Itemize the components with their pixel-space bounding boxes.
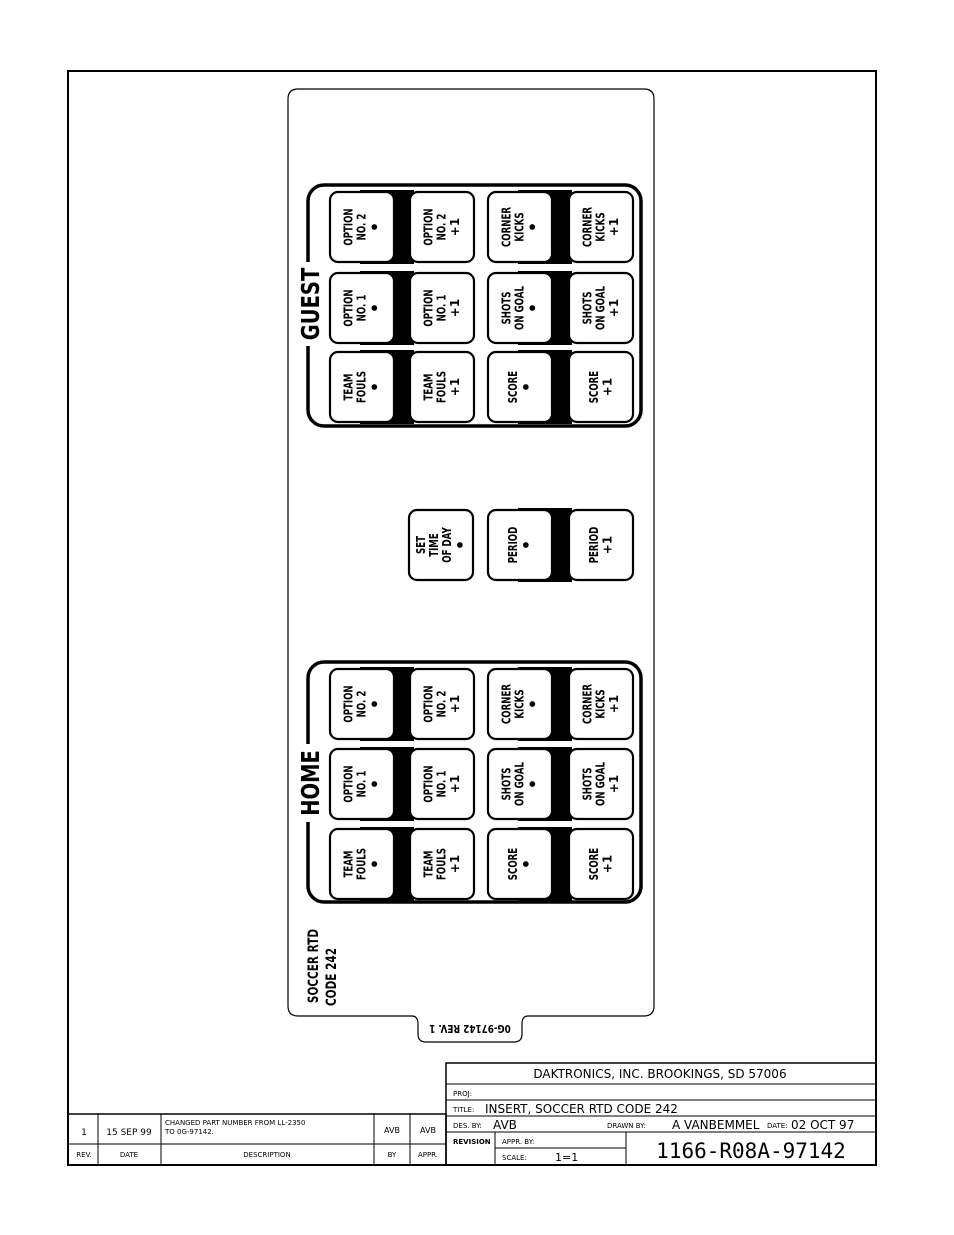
guest-key-r1-c1[interactable] [410,273,474,343]
home-key-r2-c2-text-0: SCORE [506,847,521,881]
home-key-r1-c2-text-0: SHOTS [500,767,514,801]
date-header: DATE [119,1151,139,1159]
description-cell-line2: TO 0G-97142. [165,1128,214,1136]
drawn-by-value: A VANBEMMEL [672,1118,760,1132]
home-key-r1-c2-text-1: ON GOAL [513,762,527,806]
guest-key-r0-c3-text-1: KICKS [594,212,608,242]
home-key-r0-c2-text-1: KICKS [513,689,527,719]
home-key-r1-c1-text-1: NO. 1 [435,770,449,798]
home-key-r1-c0-text-1: NO. 1 [355,770,369,798]
home-key-r0-c3-text-2: +1 [607,694,621,714]
guest-key-r0-c3-text-0: CORNER [581,206,595,248]
home-key-r2-c2[interactable] [488,829,552,899]
guest-key-r0-c1-text-0: OPTION [422,208,436,246]
insert-name-line2: CODE 242 [323,947,340,1007]
home-key-r2-c2-text-1: • [517,858,536,870]
rev-header: REV. [76,1151,92,1159]
guest-key-r1-c0[interactable] [330,273,394,343]
middle-key-2[interactable] [569,510,633,580]
guest-key-r1-c1-text-2: +1 [448,298,462,318]
guest-key-r0-c3-text-2: +1 [607,217,621,237]
guest-key-r2-c1-text-0: TEAM [422,373,436,401]
home-key-r1-c0[interactable] [330,749,394,819]
guest-key-r0-c1[interactable] [410,192,474,262]
middle-key-1-text-0: PERIOD [506,526,521,564]
date-cell: 15 SEP 99 [106,1128,152,1138]
guest-key-r1-c2-text-1: ON GOAL [513,286,527,330]
company-name: DAKTRONICS, INC. BROOKINGS, SD 57006 [533,1067,787,1081]
guest-key-r0-c1-text-2: +1 [448,217,462,237]
revision-label: REVISION [453,1138,491,1146]
home-key-r2-c0-text-0: TEAM [342,850,356,878]
title-label: TITLE: [453,1106,475,1114]
guest-key-r1-c0-text-1: NO. 1 [355,294,369,322]
guest-key-r2-c1-text-2: +1 [448,377,462,397]
home-key-r1-c2-text-2: • [523,778,543,790]
home-key-r2-c1-text-2: +1 [448,854,462,874]
home-key-r2-c3[interactable] [569,829,633,899]
home-key-r2-c1[interactable] [410,829,474,899]
guest-key-r1-c0-text-2: • [365,302,385,314]
guest-key-r2-c2[interactable] [488,352,552,422]
title-value: INSERT, SOCCER RTD CODE 242 [485,1102,678,1116]
home-key-r1-c3-text-1: ON GOAL [594,762,608,806]
drawn-by-label: DRAWN BY: [607,1122,646,1130]
home-key-r1-c3[interactable] [569,749,633,819]
guest-key-r1-c3[interactable] [569,273,633,343]
home-key-r0-c0-text-2: • [365,698,385,710]
home-key-r0-c3-text-0: CORNER [581,683,595,725]
home-key-r2-c0[interactable] [330,829,394,899]
guest-key-r2-c1-text-1: FOULS [435,371,449,403]
home-key-group [297,662,641,902]
home-key-r2-c1-text-1: FOULS [435,848,449,880]
proj-label: PROJ: [453,1090,473,1098]
middle-key-0-text-1: TIME [427,533,442,557]
date-value: 02 OCT 97 [791,1118,855,1132]
revision-table [68,1114,446,1165]
guest-key-r1-c2-text-0: SHOTS [500,291,514,325]
middle-key-2-text-0: PERIOD [587,526,602,564]
guest-key-r2-c2-text-1: • [517,381,536,393]
home-key-r0-c0[interactable] [330,669,394,739]
guest-key-r0-c2-text-1: KICKS [513,212,527,242]
guest-key-r0-c0-text-1: NO. 2 [355,213,369,241]
tab-label: 0G-97142 REV. 1 [429,1021,511,1034]
home-key-r2-c0-text-1: FOULS [355,848,369,880]
guest-key-r1-c2[interactable] [488,273,552,343]
guest-key-r2-c3-text-0: SCORE [587,370,602,404]
guest-key-r0-c3[interactable] [569,192,633,262]
home-key-r0-c0-text-1: NO. 2 [355,690,369,718]
home-key-r0-c3-text-1: KICKS [594,689,608,719]
guest-key-r1-c3-text-2: +1 [607,298,621,318]
scale-value: 1=1 [555,1151,579,1164]
home-key-r1-c1-text-0: OPTION [422,765,436,803]
guest-key-r2-c0[interactable] [330,352,394,422]
middle-key-0-text-3: • [451,539,470,551]
home-key-r0-c1-text-0: OPTION [422,685,436,723]
guest-key-r0-c2-text-2: • [523,221,543,233]
guest-key-r2-c1[interactable] [410,352,474,422]
home-key-r0-c1-text-1: NO. 2 [435,690,449,718]
appr-cell: AVB [420,1126,436,1135]
guest-key-r1-c2-text-2: • [523,302,543,314]
insert-name-line1: SOCCER RTD [305,928,322,1004]
guest-key-r2-c3-text-1: +1 [600,377,615,397]
by-header: BY [387,1151,397,1159]
guest-key-r0-c2[interactable] [488,192,552,262]
description-header: DESCRIPTION [243,1151,291,1159]
guest-key-r1-c3-text-0: SHOTS [581,291,595,325]
guest-key-r1-c1-text-0: OPTION [422,289,436,327]
guest-key-r0-c0-text-2: • [365,221,385,233]
guest-key-r0-c0-text-0: OPTION [342,208,356,246]
home-key-r0-c1[interactable] [410,669,474,739]
guest-key-r2-c0-text-2: • [365,381,385,393]
home-key-r0-c0-text-0: OPTION [342,685,356,723]
home-key-r1-c2[interactable] [488,749,552,819]
home-key-r1-c0-text-2: • [365,778,385,790]
guest-key-r2-c3[interactable] [569,352,633,422]
guest-key-group [297,185,641,426]
guest-key-r0-c1-text-1: NO. 2 [435,213,449,241]
middle-key-group [409,508,633,582]
guest-key-r1-c1-text-1: NO. 1 [435,294,449,322]
guest-key-r2-c0-text-1: FOULS [355,371,369,403]
drawing-number: 1166-R08A-97142 [656,1139,846,1163]
guest-key-r1-c3-text-1: ON GOAL [594,286,608,330]
appr-header: APPR. [417,1151,439,1159]
by-cell: AVB [384,1126,400,1135]
guest-key-r2-c0-text-0: TEAM [342,373,356,401]
home-key-r2-c3-text-1: +1 [600,854,615,874]
home-key-r0-c3[interactable] [569,669,633,739]
home-key-r1-c3-text-2: +1 [607,774,621,794]
guest-key-r0-c2-text-0: CORNER [500,206,514,248]
scale-label: SCALE: [502,1154,527,1162]
home-key-r1-c1[interactable] [410,749,474,819]
home-label: HOME [296,750,326,816]
home-key-r1-c1-text-2: +1 [448,774,462,794]
home-key-r1-c0-text-0: OPTION [342,765,356,803]
home-key-r2-c0-text-2: • [365,858,385,870]
middle-key-0-text-0: SET [414,536,429,554]
home-key-r2-c1-text-0: TEAM [422,850,436,878]
des-by-value: AVB [493,1118,517,1132]
home-key-r0-c2-text-0: CORNER [500,683,514,725]
middle-key-0-text-2: OF DAY [440,527,455,563]
description-cell-line1: CHANGED PART NUMBER FROM LL-2350 [165,1119,306,1127]
home-key-r0-c2[interactable] [488,669,552,739]
home-key-r1-c3-text-0: SHOTS [581,767,595,801]
middle-key-0[interactable] [409,510,473,580]
guest-label: GUEST [296,267,326,341]
middle-key-2-text-1: +1 [600,535,615,555]
home-key-r2-c3-text-0: SCORE [587,847,602,881]
des-by-label: DES. BY: [453,1122,482,1130]
home-key-r0-c2-text-2: • [523,698,543,710]
middle-key-1-text-1: • [517,539,536,551]
title-block [446,1063,876,1165]
date-label: DATE: [767,1122,788,1130]
middle-key-1[interactable] [488,510,552,580]
appr-by-label: APPR. BY: [502,1138,535,1146]
home-key-r0-c1-text-2: +1 [448,694,462,714]
rev-cell: 1 [81,1128,87,1138]
guest-key-r1-c0-text-0: OPTION [342,289,356,327]
guest-key-r2-c2-text-0: SCORE [506,370,521,404]
guest-key-r0-c0[interactable] [330,192,394,262]
